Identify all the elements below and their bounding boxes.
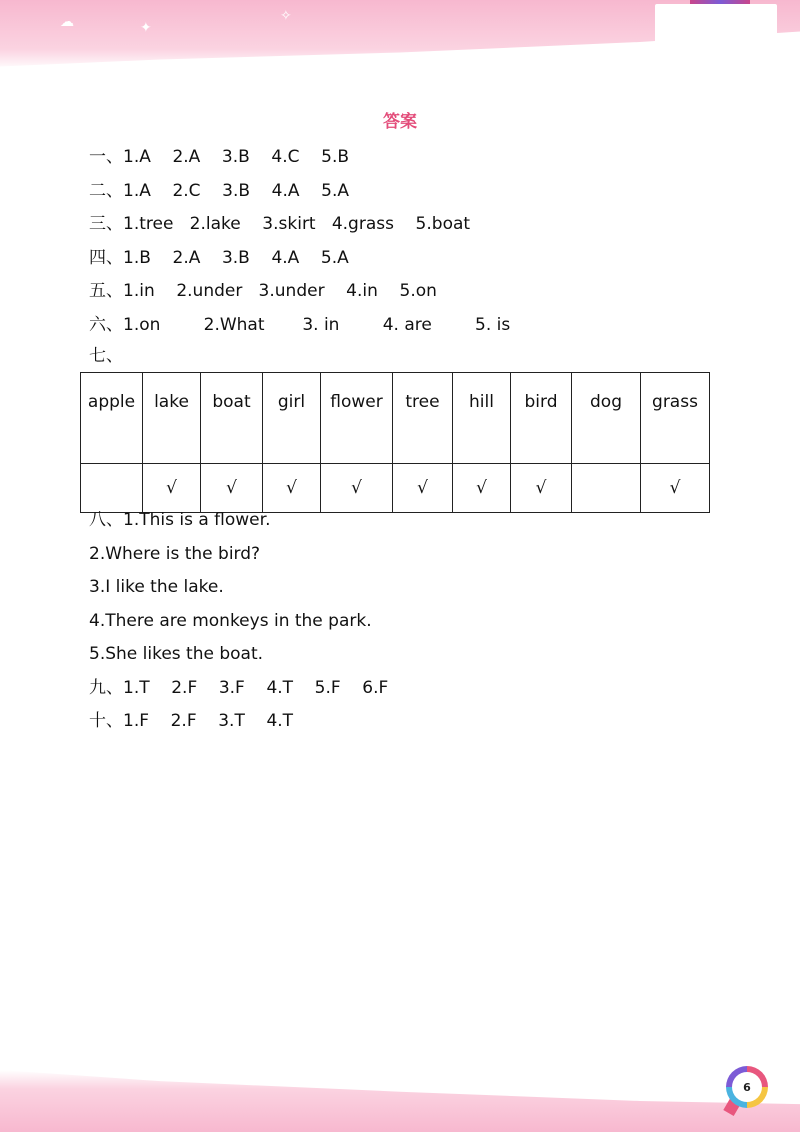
answer-line-6: 六、1.on 2.What 3. in 4. are 5. is <box>89 315 511 335</box>
table-mark-cell: √ <box>511 464 572 513</box>
table-header-cell: bird <box>511 373 572 464</box>
table-mark-cell: √ <box>393 464 453 513</box>
table-header-row <box>81 373 710 464</box>
answer-line-12: 5.She likes the boat. <box>89 644 264 664</box>
table-header-cell: grass <box>641 373 710 464</box>
header-decoration <box>690 0 750 4</box>
header-card <box>655 4 777 50</box>
table-mark-cell: √ <box>641 464 710 513</box>
answer-line-11: 4.There are monkeys in the park. <box>89 611 372 631</box>
table-mark-cell: √ <box>321 464 393 513</box>
table-header-cell: boat <box>201 373 263 464</box>
footer-banner <box>0 1070 800 1132</box>
table-header-cell: dog <box>572 373 641 464</box>
table-header-cell: flower <box>321 373 393 464</box>
answer-line-9: 2.Where is the bird? <box>89 544 261 564</box>
table-mark-cell <box>572 464 641 513</box>
table-header-cell: hill <box>453 373 511 464</box>
answer-line-5: 五、1.in 2.under 3.under 4.in 5.on <box>89 281 437 301</box>
table-mark-cell <box>81 464 143 513</box>
answer-line-2: 二、1.A 2.C 3.B 4.A 5.A <box>89 181 349 201</box>
table-header-cell: apple <box>81 373 143 464</box>
table-mark-cell: √ <box>143 464 201 513</box>
answer-line-7: 七、 <box>89 346 123 366</box>
answer-line-4: 四、1.B 2.A 3.B 4.A 5.A <box>89 248 349 268</box>
sparkle-icon: ✧ <box>280 8 292 24</box>
table-header-cell: girl <box>263 373 321 464</box>
table-mark-cell: √ <box>453 464 511 513</box>
table-header-cell: lake <box>143 373 201 464</box>
answer-table <box>80 372 710 513</box>
answer-line-8: 八、1.This is a flower. <box>89 510 271 530</box>
sparkle-icon: ✦ <box>140 20 152 36</box>
answer-line-1: 一、1.A 2.A 3.B 4.C 5.B <box>89 147 350 167</box>
answer-line-14: 十、1.F 2.F 3.T 4.T <box>89 711 294 731</box>
table-mark-row <box>81 464 710 513</box>
answer-line-10: 3.I like the lake. <box>89 577 224 597</box>
answer-line-3: 三、1.tree 2.lake 3.skirt 4.grass 5.boat <box>89 214 471 234</box>
table-mark-cell: √ <box>201 464 263 513</box>
answer-line-13: 九、1.T 2.F 3.F 4.T 5.F 6.F <box>89 678 389 698</box>
page-number-badge <box>726 1066 768 1108</box>
table-mark-cell: √ <box>263 464 321 513</box>
table-header-cell: tree <box>393 373 453 464</box>
page-title: 答案 <box>383 112 417 132</box>
cloud-icon: ☁ <box>60 14 74 30</box>
page-number: 6 <box>732 1072 762 1102</box>
